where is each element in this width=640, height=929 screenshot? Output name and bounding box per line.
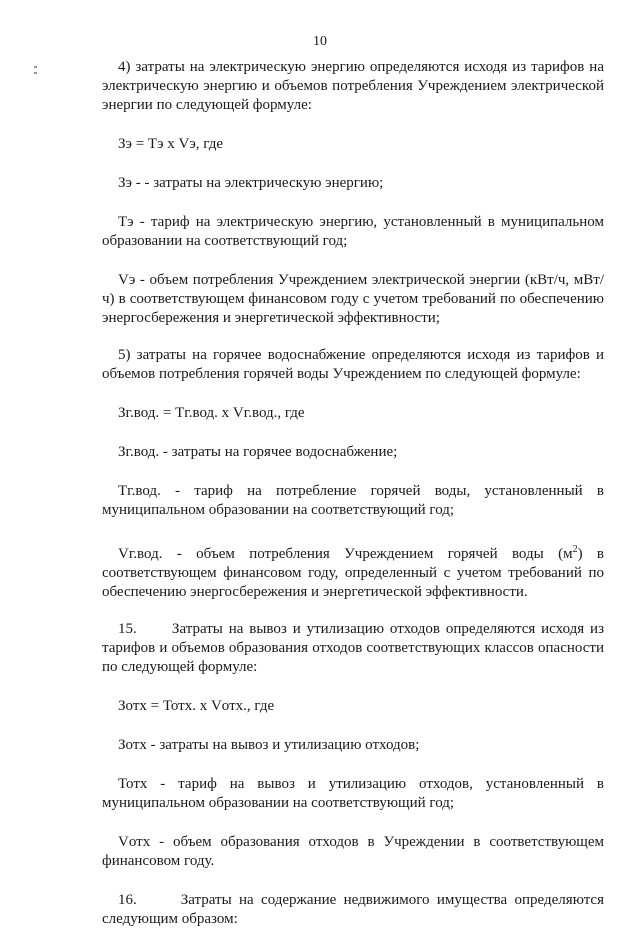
margin-mark [34, 72, 37, 74]
formula-hot-water: Зг.вод. = Тг.вод. х Vг.вод., где [118, 405, 305, 421]
definition-zg-vod: Зг.вод. - затраты на горячее водоснабжение; [118, 444, 398, 460]
definition-ze: Зэ - - затраты на электрическую энергию; [118, 175, 384, 191]
definition-vg-vod-part1: Vг.вод. - объем потребления Учреждением горячей воды (м [118, 546, 573, 562]
paragraph-hot-water-intro: 5) затраты на горячее водоснабжение определяются исходя из тарифов и объемов потребления горячей воды Учреждением по следующей формуле: [102, 347, 604, 382]
section-15-waste-costs: 15. Затраты на вывоз и утилизацию отходов определяются исходя из тарифов и объемов образования отходов соответствующих классов опасности по следующей формуле: [102, 621, 608, 675]
definition-totx: Тотх - тариф на вывоз и утилизацию отходов, установленный в муниципальном образовании на соответствующий год; [102, 776, 604, 811]
page-number: 10 [313, 34, 327, 49]
definition-votx: Vотх - объем образования отходов в Учреждении в соответствующем финансовом году. [102, 834, 604, 869]
formula-waste: Зотх = Тотх. х Vотх., где [118, 698, 275, 714]
definition-tg-vod: Тг.вод. - тариф на потребление горячей воды, установленный в муниципальном образовании на соответствующий год; [102, 483, 604, 518]
margin-mark [34, 66, 37, 68]
section-16-property-costs: 16. Затраты на содержание недвижимого имущества определяются следующим образом: [102, 892, 608, 927]
definition-vg-vod-part2: ) в соответствующем финансовом году, определенный с учетом требований по обеспечению энергосбережения и энергетической эффективности. [102, 546, 604, 600]
paragraph-electricity-intro: 4) затраты на электрическую энергию определяются исходя из тарифов на электрическую энергию и объемов потребления Учреждением электрической энергии по следующей формуле: [102, 59, 604, 113]
superscript-2: 2 [572, 544, 578, 555]
definition-zotx: Зотх - затраты на вывоз и утилизацию отходов; [118, 737, 420, 753]
definition-te: Тэ - тариф на электрическую энергию, установленный в муниципальном образовании на соответствующий год; [102, 214, 604, 249]
formula-electricity: Зэ = Тэ х Vэ, где [118, 136, 223, 152]
definition-ve: Vэ - объем потребления Учреждением электрической энергии (кВт/ч, мВт/ч) в соответствующем финансовом году с учетом требований по обеспечению энергосбережения и энергетической эффективности; [102, 272, 604, 326]
document-body [102, 58, 608, 929]
definition-vg-vod [102, 540, 604, 602]
